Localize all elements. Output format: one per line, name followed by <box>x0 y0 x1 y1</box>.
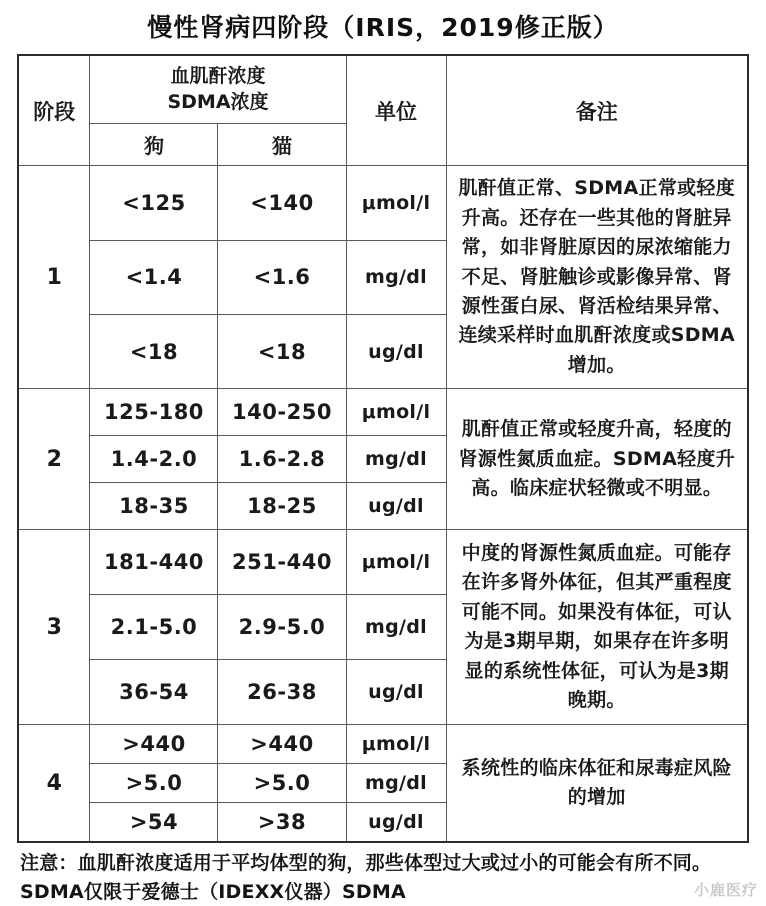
stage2-unit-ugdl: ug/dl <box>346 483 446 530</box>
stage3-cat-mgdl: 2.9-5.0 <box>218 595 346 660</box>
stage3-dog-mgdl: 2.1-5.0 <box>90 595 218 660</box>
stage4-cat-mgdl: >5.0 <box>218 764 346 803</box>
stage3-note: 中度的肾源性氮质血症。可能存在许多肾外体征，但其严重程度可能不同。如果没有体征，可认为是3期早期，如果存在许多明显的系统性体征，可认为是3期晚期。 <box>446 530 748 725</box>
stage1-note: 肌酐值正常、SDMA正常或轻度升高。还存在一些其他的肾脏异常，如非肾脏原因的尿浓缩能力不足、肾脏触诊或影像异常、肾源性蛋白尿、肾活检结果异常、连续采样时血肌酐浓度或SDMA增加。 <box>446 166 748 389</box>
stage4-dog-ugdl: >54 <box>90 803 218 843</box>
header-cat: 猫 <box>218 124 346 166</box>
stage4-dog-mgdl: >5.0 <box>90 764 218 803</box>
stage4-unit-umol: μmol/l <box>346 725 446 764</box>
stage1-dog-mgdl: <1.4 <box>90 240 218 314</box>
table-body <box>18 166 748 843</box>
stage2-cat-mgdl: 1.6-2.8 <box>218 436 346 483</box>
stage1-cat-umol: <140 <box>218 166 346 240</box>
stage3-unit-mgdl: mg/dl <box>346 595 446 660</box>
stage3-cat-umol: 251-440 <box>218 530 346 595</box>
stage1-unit-umol: μmol/l <box>346 166 446 240</box>
stage-label-1: 1 <box>18 166 90 389</box>
table-footnote: 注意：血肌酐浓度适用于平均体型的狗，那些体型过大或过小的可能会有所不同。SDMA仅限于爱德士（IDEXX仪器）SDMA <box>20 852 712 903</box>
stage1-cat-mgdl: <1.6 <box>218 240 346 314</box>
table-row <box>18 389 748 436</box>
stage2-cat-ugdl: 18-25 <box>218 483 346 530</box>
stage4-note: 系统性的临床体征和尿毒症风险的增加 <box>446 725 748 843</box>
header-analyte-line2: SDMA浓度 <box>167 90 269 113</box>
stage3-unit-umol: μmol/l <box>346 530 446 595</box>
iris-staging-table <box>17 54 749 843</box>
stage-label-4: 4 <box>18 725 90 843</box>
stage1-unit-mgdl: mg/dl <box>346 240 446 314</box>
stage-label-3: 3 <box>18 530 90 725</box>
stage3-unit-ugdl: ug/dl <box>346 660 446 725</box>
stage3-dog-ugdl: 36-54 <box>90 660 218 725</box>
header-dog: 狗 <box>90 124 218 166</box>
stage2-unit-mgdl: mg/dl <box>346 436 446 483</box>
stage2-cat-umol: 140-250 <box>218 389 346 436</box>
stage2-dog-mgdl: 1.4-2.0 <box>90 436 218 483</box>
stage1-cat-ugdl: <18 <box>218 314 346 388</box>
header-row-top <box>18 55 748 124</box>
stage1-dog-umol: <125 <box>90 166 218 240</box>
header-stage: 阶段 <box>18 55 90 166</box>
table-row <box>18 166 748 240</box>
header-unit: 单位 <box>346 55 446 166</box>
stage2-dog-umol: 125-180 <box>90 389 218 436</box>
stage2-unit-umol: μmol/l <box>346 389 446 436</box>
stage4-cat-ugdl: >38 <box>218 803 346 843</box>
stage1-dog-ugdl: <18 <box>90 314 218 388</box>
stage4-unit-mgdl: mg/dl <box>346 764 446 803</box>
stage2-note: 肌酐值正常或轻度升高，轻度的肾源性氮质血症。SDMA轻度升高。临床症状轻微或不明显。 <box>446 389 748 530</box>
stage4-cat-umol: >440 <box>218 725 346 764</box>
header-analyte-line1: 血肌酐浓度 <box>170 65 266 87</box>
page-title: 慢性肾病四阶段（IRIS，2019修正版） <box>147 13 619 42</box>
table-row <box>18 725 748 764</box>
stage-label-2: 2 <box>18 389 90 530</box>
stage1-unit-ugdl: ug/dl <box>346 314 446 388</box>
table-header <box>18 55 748 166</box>
stage3-cat-ugdl: 26-38 <box>218 660 346 725</box>
stage4-dog-umol: >440 <box>90 725 218 764</box>
header-note: 备注 <box>446 55 748 166</box>
watermark-text: 小鹿医疗 <box>693 881 758 899</box>
table-row <box>18 530 748 595</box>
header-analyte <box>90 55 346 124</box>
stage3-dog-umol: 181-440 <box>90 530 218 595</box>
stage4-unit-ugdl: ug/dl <box>346 803 446 843</box>
stage2-dog-ugdl: 18-35 <box>90 483 218 530</box>
